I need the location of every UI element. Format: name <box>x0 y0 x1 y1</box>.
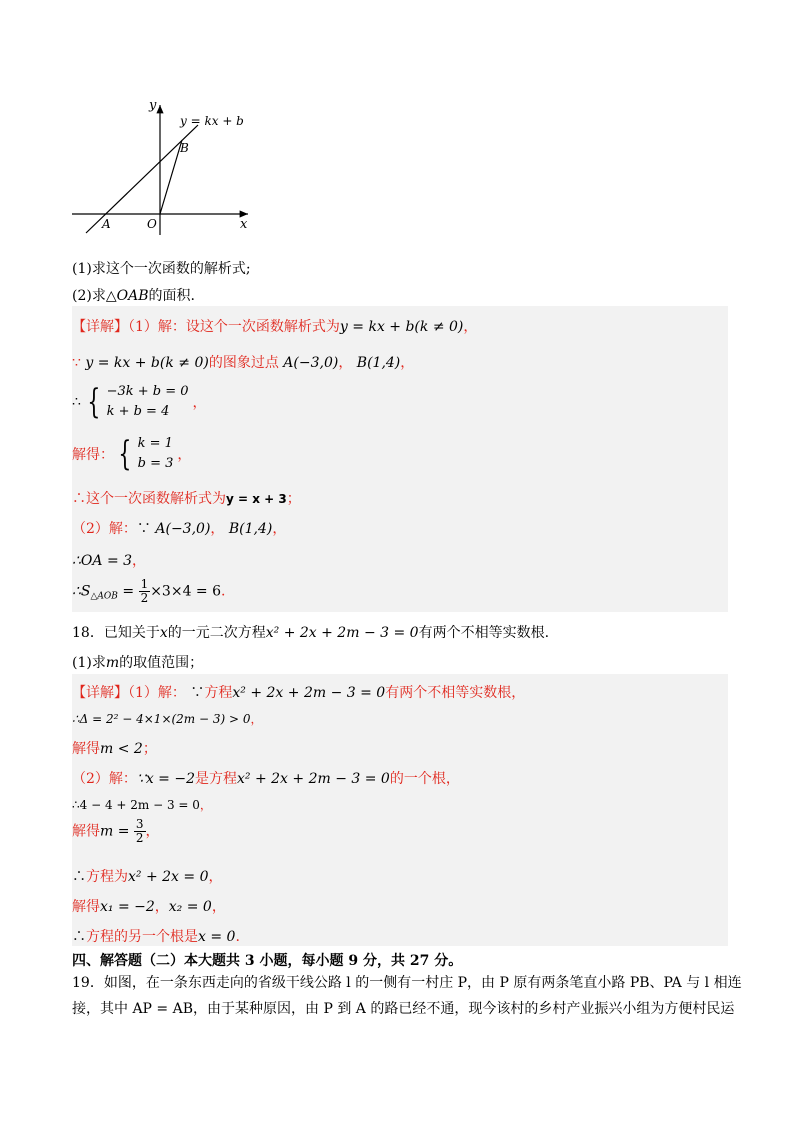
q18-stem <box>72 622 549 642</box>
sol18-l6-m: m = <box>100 823 134 840</box>
sol18-l9-text: 方程的另一个根是 <box>86 929 198 945</box>
sol17-l8-eq: = <box>117 583 139 600</box>
sol18-l9-math: x = 0 <box>198 929 236 945</box>
sol18-line3 <box>72 738 157 758</box>
sol17-l8-sub: △AOB <box>90 591 118 602</box>
sol18-l3-text: 解得 <box>72 741 100 757</box>
sol17-line7 <box>72 550 146 570</box>
sol17-system <box>72 382 207 422</box>
sol17-l2-text: 的图象过点 <box>208 355 279 371</box>
sol17-b: b = 3 <box>137 456 174 471</box>
q19-line1: 19．如图，在一条东西走向的省级干线公路 l 的一侧有一村庄 P，由 P 原有两条笔直小路 PB、PA 与 l 相连 <box>72 975 742 991</box>
sol18-l2-math: ∴Δ = 2² − 4×1×(2m − 3) > 0 <box>72 712 251 726</box>
sol18-l4-text: （2）解： <box>72 771 137 787</box>
sol17-l8-rest: ×3×4 = 6 <box>150 583 222 600</box>
fraction-num: 1 <box>140 577 149 591</box>
point-b-label: B <box>180 141 189 155</box>
sol17-l8-end: . <box>221 583 226 600</box>
sol18-l6-end: ， <box>145 823 160 840</box>
sol17-l4-end: ， <box>177 447 192 463</box>
line-label: y = kx + b <box>180 114 244 128</box>
sol18-tag: 【详解】 <box>72 685 128 701</box>
sol18-l3-end: ； <box>142 741 157 757</box>
sol18-l2-end: ， <box>250 712 263 726</box>
sol18-l8-text: 解得 <box>72 899 100 915</box>
brace-symbol: { <box>118 434 132 474</box>
because-symbol: ∵ <box>136 521 151 537</box>
q17-part1: (1)求这个一次函数的解析式; <box>72 261 251 277</box>
sol17-line1 <box>72 316 477 336</box>
sol18-l7-end: ， <box>208 869 223 885</box>
q17-part2-prefix: (2)求 <box>72 288 106 304</box>
sol18-line6 <box>72 818 160 845</box>
sol18-l7-text: 方程为 <box>86 869 128 885</box>
sol17-k: k = 1 <box>137 436 173 451</box>
sol17-l6-end: ， <box>272 521 287 537</box>
sol18-line7 <box>72 866 222 886</box>
sol17-l7-math: ∴OA = 3 <box>72 553 133 569</box>
sol18-line9 <box>72 926 240 946</box>
sol18-line1 <box>72 682 525 702</box>
sol18-l1-text: （1）解： <box>128 685 186 701</box>
sol17-l1-math: y = kx + b(k ≠ 0) <box>339 319 464 335</box>
sol17-l6-pb: B(1,4) <box>228 521 273 537</box>
sol18-line8 <box>72 896 226 916</box>
point-o-label: O <box>147 217 157 231</box>
q18-var-x: x <box>159 625 168 641</box>
sol17-l8-pre: ∴S <box>72 583 91 600</box>
sol18-l9-pre: ∴ <box>72 929 86 945</box>
therefore-symbol: ∴ <box>72 394 81 410</box>
sol17-l1-text: （1）解：设这个一次函数解析式为 <box>128 319 340 335</box>
q18-equation: x² + 2x + 2m − 3 = 0 <box>265 625 419 641</box>
sol17-l2-pb: B(1,4) <box>356 355 401 371</box>
brace-symbol: { <box>87 382 101 422</box>
sol18-l1-eq: x² + 2x + 2m − 3 = 0 <box>232 685 386 701</box>
sol17-l6-text: （2）解： <box>72 521 137 537</box>
sol17-l2-pa: A(−3,0) <box>283 355 339 371</box>
sol18-l1-post: 有两个不相等实数根， <box>385 685 526 701</box>
sol17-tag: 【详解】 <box>72 319 128 335</box>
sol18-l4-text2: 是方程 <box>195 771 237 787</box>
sol18-l1-text2: 方程 <box>204 685 233 701</box>
function-graph <box>70 95 260 240</box>
sol17-l7-end: ， <box>132 553 147 569</box>
sol17-line2 <box>72 352 414 372</box>
sol17-line6 <box>72 518 286 538</box>
sol17-line8 <box>72 578 225 605</box>
q17-part2-suffix: 的面积. <box>148 288 195 304</box>
sol18-l5-math: ∴4 − 4 + 2m − 3 = 0 <box>72 798 200 812</box>
sol18-l9-end: . <box>235 929 240 945</box>
q18-stem-post: 有两个不相等实数根. <box>418 625 550 641</box>
sol17-l2-end: ， <box>400 355 415 371</box>
x-axis-label: x <box>240 217 248 232</box>
because-symbol: ∵ <box>72 355 81 371</box>
sol17-l5-math: y = x + 3 <box>226 492 287 506</box>
sol17-l5-end: ； <box>286 491 301 507</box>
sol18-l8-end: ， <box>211 899 226 915</box>
sol17-l1-end: ， <box>463 319 478 335</box>
q18-stem-mid: 的一元二次方程 <box>167 625 266 641</box>
sol17-solution <box>72 434 191 474</box>
sol18-l6-text: 解得 <box>72 823 100 840</box>
fraction-half <box>139 578 151 605</box>
sol18-line4 <box>72 768 460 788</box>
q18-var-m: m <box>105 655 120 671</box>
sol17-l2-math: y = kx + b(k ≠ 0) <box>85 355 209 371</box>
sol17-l6-sep: ， <box>210 521 225 537</box>
y-axis-label: y <box>149 98 157 113</box>
point-a-label: A <box>102 217 111 231</box>
sol17-line5 <box>72 488 301 508</box>
section-4-heading: 四、解答题（二）本大题共 3 小题，每小题 9 分，共 27 分。 <box>72 953 463 969</box>
sol17-l6-pa: A(−3,0) <box>155 521 211 537</box>
q18-stem-pre: 18．已知关于 <box>72 625 160 641</box>
because-symbol: ∵ <box>190 685 205 701</box>
fraction-num: 3 <box>135 817 144 831</box>
sol18-l7-pre: ∴ <box>72 869 86 885</box>
q19-line2: 接，其中 AP = AB，由于某种原因，由 P 到 A 的路已经不通，现今该村的乡村产业振兴小组为方便村民运 <box>72 1001 735 1017</box>
q18-part1-pre: (1)求 <box>72 655 106 671</box>
q18-part1 <box>72 652 203 672</box>
fraction-den: 2 <box>140 591 149 605</box>
sol17-l5-text: ∴这个一次函数解析式为 <box>72 491 226 507</box>
sol17-l3-end: ， <box>192 395 207 411</box>
sol18-l8-x1: x₁ = −2 <box>100 899 155 915</box>
sol18-l4-post: 的一个根， <box>389 771 460 787</box>
sol18-l4-math: ∵x = −2 <box>136 771 195 787</box>
sol18-line2 <box>72 710 263 727</box>
fraction-den: 2 <box>135 831 144 845</box>
sol17-l2-sep: ， <box>338 355 353 371</box>
sol18-line5 <box>72 796 212 813</box>
sol18-l3-math: m < 2 <box>100 741 143 757</box>
sol17-eq2: k + b = 4 <box>106 404 170 419</box>
sol18-l7-eq: x² + 2x = 0 <box>128 869 209 885</box>
sol17-eq1: −3k + b = 0 <box>106 384 189 399</box>
fraction-three-halves <box>134 818 146 845</box>
sol18-l8-sep: ， <box>154 899 169 915</box>
sol18-l8-x2: x₂ = 0 <box>168 899 212 915</box>
sol17-l4-text: 解得： <box>72 447 114 463</box>
sol18-l4-eq: x² + 2x + 2m − 3 = 0 <box>237 771 390 787</box>
q17-triangle: △OAB <box>105 288 149 304</box>
sol18-l5-end: ， <box>199 798 212 812</box>
q17-part2 <box>72 285 195 305</box>
q18-part1-post: 的取值范围； <box>119 655 204 671</box>
